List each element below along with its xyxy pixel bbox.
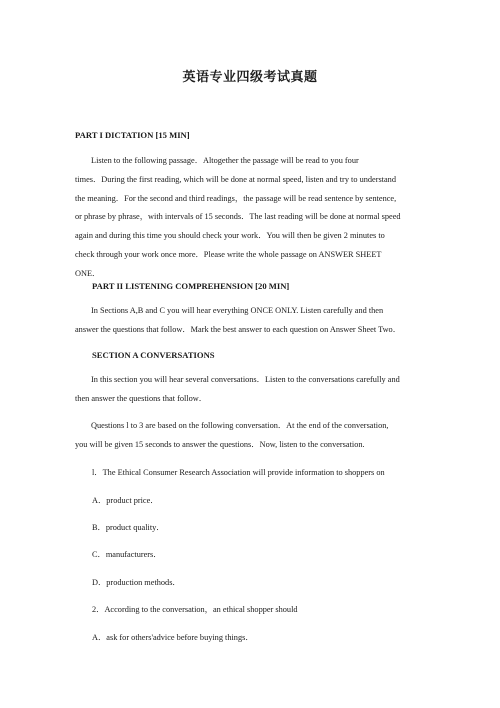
paragraph-line: times．During the first reading, which will be done at normal speed, listen and try to understand (75, 174, 396, 184)
page-title: 英语专业四级考试真题 (182, 70, 318, 85)
part2-paragraph (75, 302, 427, 340)
paragraph-line: Questions l to 3 are based on the following conversation．At the end of the conversation, (91, 421, 389, 430)
question-1-option-b: B．product quality． (92, 523, 165, 532)
question-2-option-a: A．ask for others'advice before buying things． (92, 633, 254, 642)
paragraph-line: the meaning．For the second and third readings，the passage will be read sentence by sentence, (75, 193, 397, 203)
question-1-option-a: A．product price． (92, 496, 159, 505)
question-1-stem: l．The Ethical Consumer Research Association will provide information to shoppers on (92, 468, 385, 477)
questions-intro (75, 417, 427, 455)
paragraph-line: answer the questions that follow．Mark the best answer to each question on Answer Sheet Two． (75, 324, 402, 334)
section-a-intro (75, 371, 427, 409)
paragraph-line: or phrase by phrase，with intervals of 15 seconds．The last reading will be done at normal speed (75, 212, 401, 222)
part1-paragraph (75, 152, 427, 284)
paragraph-line: then answer the questions that follow． (75, 393, 208, 403)
question-1-option-d: D．production methods． (92, 578, 181, 587)
paragraph-line: ONE． (75, 268, 101, 278)
paragraph-line: again and during this time you should check your work．You will then be given 2 minutes to (75, 231, 385, 241)
paragraph-line: check through your work once more．Please write the whole passage on ANSWER SHEET (75, 249, 382, 259)
paragraph-line: Listen to the following passage．Altogether the passage will be read to you four (91, 156, 359, 165)
paragraph-line: you will be given 15 seconds to answer the questions．Now, listen to the conversation. (75, 439, 365, 449)
paragraph-line: In Sections A,B and C you will hear everything ONCE ONLY. Listen carefully and then (91, 306, 384, 315)
part1-heading: PART I DICTATION [15 MIN] (75, 130, 190, 140)
question-2-stem: 2．According to the conversation，an ethical shopper should (92, 605, 298, 614)
section-a-heading: SECTION A CONVERSATIONS (92, 350, 215, 360)
part2-heading: PART II LISTENING COMPREHENSION [20 MIN] (92, 281, 290, 291)
paragraph-line: In this section you will hear several conversations．Listen to the conversations carefully and (91, 375, 400, 384)
question-1-option-c: C．manufacturers． (92, 550, 162, 559)
